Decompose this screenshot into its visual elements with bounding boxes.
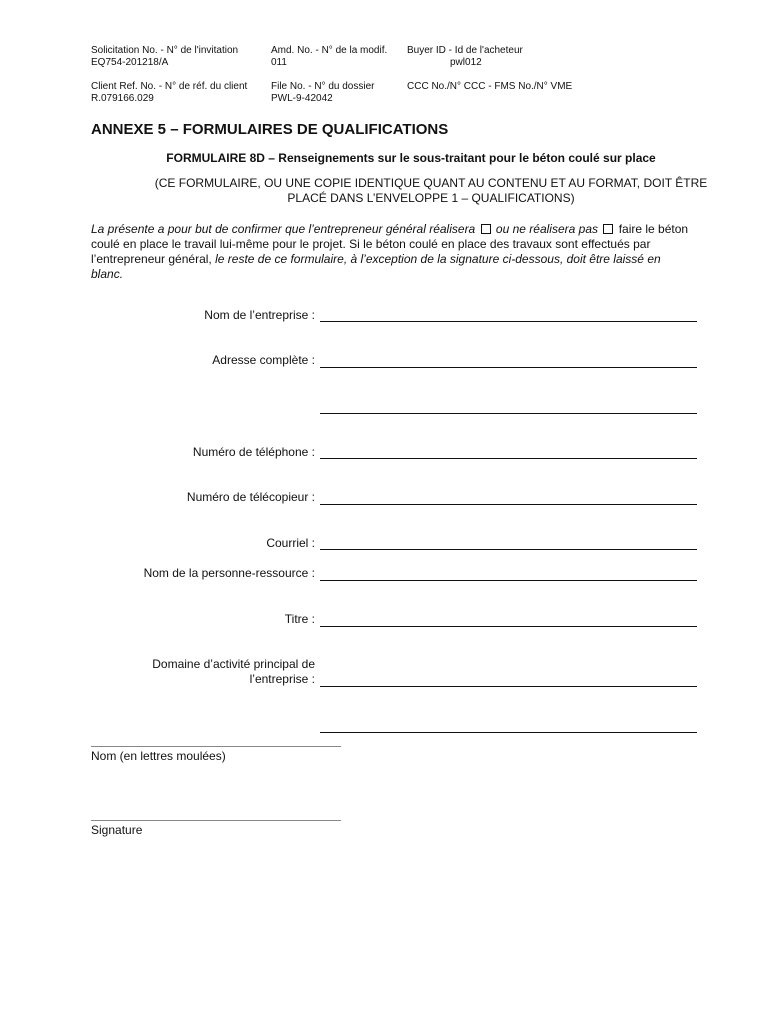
form-instruction-line-1: (CE FORMULAIRE, OU UNE COPIE IDENTIQUE QUANT AU CONTENU ET AU FORMAT, DOIT ÊTRE bbox=[154, 176, 708, 190]
form-subtitle: FORMULAIRE 8D – Renseignements sur le sous-traitant pour le béton coulé sur place bbox=[166, 151, 656, 165]
solicitation-label: Solicitation No. - N° de l'invitation bbox=[91, 45, 239, 56]
form-instruction bbox=[91, 176, 770, 206]
fax-field[interactable] bbox=[320, 504, 697, 505]
solicitation-value: EQ754-201218/A bbox=[91, 57, 169, 68]
contact-person-label: Nom de la personne-ressource : bbox=[143, 566, 315, 580]
ccc-label: CCC No./N° CCC - FMS No./N° VME bbox=[407, 81, 573, 92]
main-activity-field-line-2[interactable] bbox=[320, 732, 697, 733]
buyer-label: Buyer ID - Id de l'acheteur bbox=[407, 45, 523, 56]
address-field-line-2[interactable] bbox=[320, 413, 697, 414]
main-activity-label-line-1: Domaine d’activité principal de bbox=[152, 657, 315, 671]
company-name-field[interactable] bbox=[320, 321, 697, 322]
buyer-value: pwl012 bbox=[450, 57, 482, 68]
printed-name-label: Nom (en lettres moulées) bbox=[91, 749, 226, 763]
title-label: Titre : bbox=[284, 612, 315, 626]
intro-text-1: La présente a pour but de confirmer que l’entrepreneur général réalisera bbox=[91, 222, 476, 236]
client-ref-value: R.079166.029 bbox=[91, 93, 154, 104]
amd-label: Amd. No. - N° de la modif. bbox=[271, 45, 388, 56]
address-field-line-1[interactable] bbox=[320, 367, 697, 368]
email-label: Courriel : bbox=[266, 536, 315, 550]
intro-text-2: ou ne réalisera pas bbox=[495, 222, 598, 236]
address-label: Adresse complète : bbox=[212, 353, 315, 367]
file-label: File No. - N° du dossier bbox=[271, 81, 375, 92]
company-name-label: Nom de l’entreprise : bbox=[204, 308, 315, 322]
printed-name-field[interactable] bbox=[91, 746, 341, 747]
intro-text-3: faire le béton coulé en place le travail lui-même pour le projet. Si le béton coulé en place des travaux sont effectués par l’entrepreneur général, bbox=[91, 222, 689, 266]
checkbox-will-perform[interactable] bbox=[481, 224, 491, 234]
annex-title: ANNEXE 5 – FORMULAIRES DE QUALIFICATIONS bbox=[91, 121, 449, 138]
client-ref-label: Client Ref. No. - N° de réf. du client bbox=[91, 81, 248, 92]
fax-label: Numéro de télécopieur : bbox=[186, 490, 315, 504]
contact-person-field[interactable] bbox=[320, 580, 697, 581]
phone-label: Numéro de téléphone : bbox=[192, 445, 315, 459]
intro-text-4: le reste de ce formulaire, à l’exception de la signature ci-dessous, doit être laissé en blanc. bbox=[91, 252, 661, 281]
signature-field[interactable] bbox=[91, 820, 341, 821]
phone-field[interactable] bbox=[320, 458, 697, 459]
form-instruction-line-2: PLACÉ DANS L’ENVELOPPE 1 – QUALIFICATIONS) bbox=[287, 191, 575, 205]
title-field[interactable] bbox=[320, 626, 697, 627]
main-activity-label bbox=[152, 657, 315, 687]
file-value: PWL-9-42042 bbox=[271, 93, 333, 104]
intro-paragraph bbox=[91, 222, 693, 282]
main-activity-label-line-2: l’entreprise : bbox=[249, 672, 315, 686]
main-activity-field-line-1[interactable] bbox=[320, 686, 697, 687]
email-field[interactable] bbox=[320, 549, 697, 550]
checkbox-will-not-perform[interactable] bbox=[603, 224, 613, 234]
amd-value: 011 bbox=[271, 57, 287, 68]
signature-label: Signature bbox=[91, 823, 143, 837]
